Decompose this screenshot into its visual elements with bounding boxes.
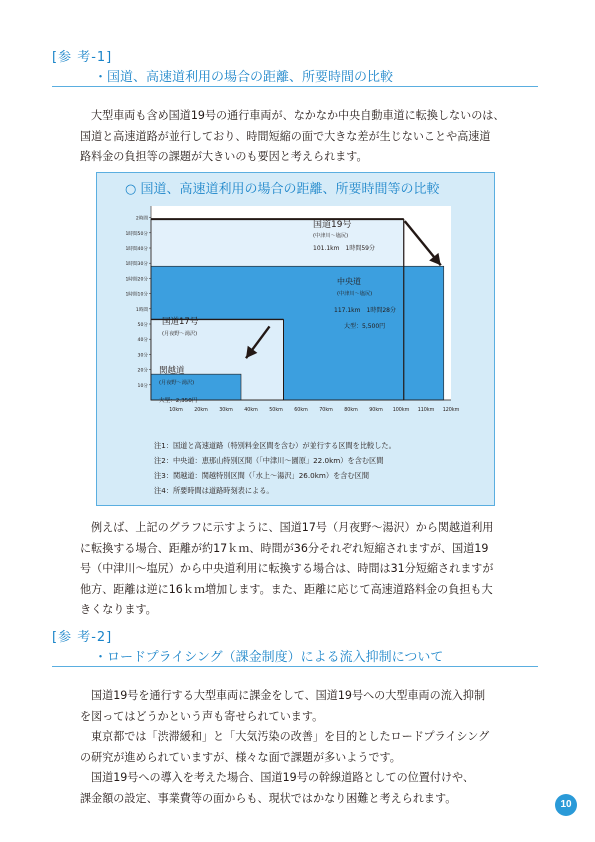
- kanetsu-name: 関越道: [159, 366, 185, 376]
- body2-line-4: の研究が進められていますが、様々な面で課題が多いようです。: [80, 750, 401, 764]
- route19-detail: 101.1km 1時間59分: [313, 245, 375, 252]
- y-tick-label: 1時間: [135, 307, 148, 313]
- x-tick-label: 40km: [244, 408, 258, 413]
- ref1-divider: [52, 86, 538, 87]
- kanetsu-fee: 大型：2,350円: [159, 398, 198, 404]
- x-tick-label: 30km: [219, 408, 233, 413]
- body1-line-1: 例えば、上記のグラフに示すように、国道17号（月夜野〜湯沢）から関越道利用: [91, 521, 494, 534]
- ref2-title: ・ロードプライシング（課金制度）による流入抑制について: [94, 650, 444, 665]
- body2-paragraph: [80, 686, 548, 810]
- body1-line-3: 号（中津川〜塩尻）から中央道利用に転換する場合は、時間は31分短縮されますが: [80, 562, 494, 576]
- y-tick-label: 1時間40分: [125, 247, 148, 252]
- y-tick-label: 40分: [137, 338, 148, 344]
- chart-note-3: 注3：関越道：関越特別区間（「水上〜湯沢」26.0km）を含む区間: [154, 471, 370, 480]
- chuo-fee: 大型：5,500円: [344, 323, 386, 330]
- ref1-line-2: 国道と高速道路が並行しており、時間短縮の面で大きな差が生じないことや高速道: [80, 129, 491, 143]
- y-tick-label: 10分: [137, 383, 148, 389]
- chart-title-text: 国道、高速道利用の場合の距離、所要時間等の比較: [140, 182, 440, 197]
- body1-line-5: きくなります。: [80, 603, 157, 617]
- x-tick-label: 10km: [169, 408, 183, 413]
- x-tick-label: 100km: [392, 408, 410, 413]
- bar-kanetsu-expressway: [151, 374, 241, 400]
- x-tick-label: 60km: [294, 408, 308, 413]
- ref1-line-3: 路料金の負担等の課題が大きいのも要因と考えられます。: [80, 150, 368, 164]
- ref2-label: [参 考-2]: [52, 630, 113, 645]
- ref1-paragraph: [80, 106, 548, 168]
- body2-line-3: 東京都では「渋滞緩和」と「大気汚染の改善」を目的としたロードプライシング: [91, 730, 490, 744]
- chart-note-4: 注4：所要時間は道路時刻表による。: [154, 486, 274, 495]
- route17-section: (月夜野〜湯沢): [162, 331, 198, 337]
- circle-bullet-icon: ○: [125, 182, 137, 197]
- y-tick-label: 1時間50分: [125, 231, 148, 237]
- page-number-badge: 10: [555, 794, 577, 816]
- y-tick-label: 1時間10分: [125, 292, 148, 298]
- route19-name: 国道19号: [313, 220, 352, 230]
- ref1-line-1: 大型車両も含め国道19号の通行車両が、なかなか中央自動車道に転換しないのは、: [91, 109, 505, 122]
- body2-line-2: を図ってはどうかという声も寄せられています。: [80, 709, 324, 723]
- route17-name: 国道17号: [162, 317, 199, 327]
- x-tick-label: 50km: [269, 408, 283, 413]
- chart-note-1: 注1：国道と高速道路（特別料金区間を含む）が並行する区間を比較した。: [154, 441, 396, 450]
- x-tick-label: 110km: [417, 408, 435, 413]
- y-tick-label: 1時間30分: [125, 262, 148, 268]
- x-tick-label: 90km: [369, 408, 383, 413]
- chuo-detail: 117.1km 1時間28分: [334, 307, 396, 314]
- chart-notes: [154, 438, 396, 498]
- x-tick-label: 80km: [344, 408, 358, 413]
- y-tick-label: 50分: [137, 323, 148, 328]
- x-tick-label: 70km: [319, 408, 333, 413]
- body2-line-1: 国道19号を通行する大型車両に課金をして、国道19号への大型車両の流入抑制: [91, 689, 486, 702]
- chuo-name: 中央道: [337, 277, 361, 286]
- ref1-label: [参 考-1]: [52, 50, 113, 65]
- y-tick-label: 30分: [137, 353, 148, 359]
- chart-note-2: 注2：中央道：恵那山特別区間（「中津川〜園原」22.0km）を含む区間: [154, 456, 384, 465]
- y-tick-label: 1時間20分: [125, 277, 148, 283]
- ref2-divider: [52, 666, 538, 667]
- route19-section: (中津川〜塩尻): [313, 233, 349, 239]
- y-tick-label: 20分: [137, 368, 148, 374]
- ref1-title: ・国道、高速道利用の場合の距離、所要時間の比較: [94, 70, 394, 85]
- chuo-section: (中津川〜塩尻): [337, 291, 373, 297]
- body2-line-6: 課金額の設定、事業費等の面からも、現状ではかなり困難と考えられます。: [80, 791, 457, 805]
- body1-paragraph: [80, 518, 548, 621]
- body1-line-4: 他方、距離は逆に16ｋｍ増加します。また、距離に応じて高速道路料金の負担も大: [80, 582, 493, 596]
- y-tick-label: 2時間: [135, 216, 148, 222]
- x-tick-label: 120km: [442, 408, 460, 413]
- body2-line-5: 国道19号への導入を考えた場合、国道19号の幹線道路としての位置付けや、: [91, 771, 475, 785]
- x-tick-label: 20km: [194, 408, 208, 413]
- kanetsu-section: (月夜野〜湯沢): [159, 380, 195, 386]
- body1-line-2: に転換する場合、距離が約17ｋｍ、時間が36分それぞれ短縮されますが、国道19: [80, 541, 489, 555]
